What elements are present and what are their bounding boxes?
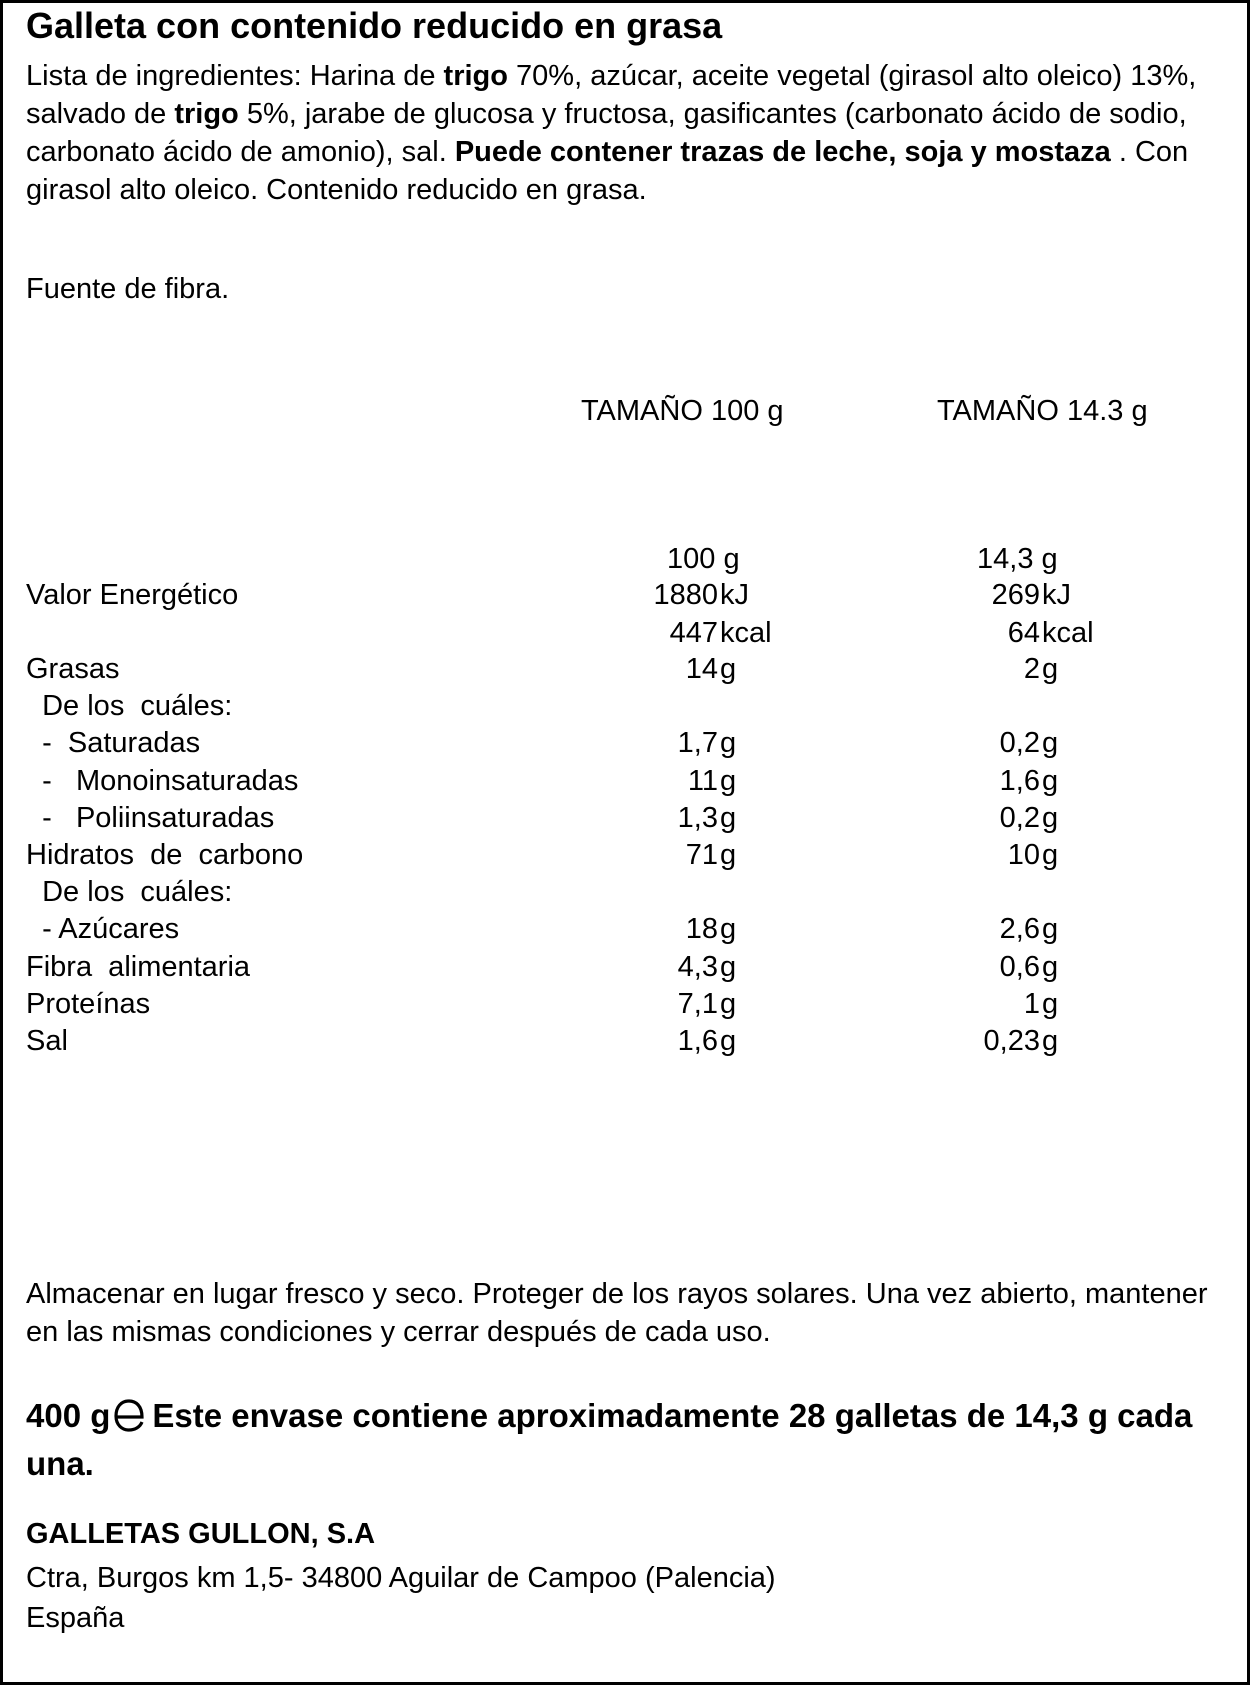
- nutrient-value-serving: 0,6: [999, 950, 1040, 983]
- nutrient-label: Proteínas: [26, 987, 151, 1020]
- nutrient-value-serving: 0,2: [999, 727, 1040, 760]
- nutrient-value-serving: 1,6: [999, 764, 1040, 797]
- package-contents-note: Este envase contiene aproximadamente 28 galletas de 14,3 g cada una.: [26, 1397, 1193, 1482]
- column-subheader-serving: 14,3 g: [977, 543, 1058, 575]
- nutrient-label: - Poliinsaturadas: [26, 801, 275, 834]
- nutrient-value-100g: 7,1: [677, 987, 718, 1020]
- ingredients-text: 70%, azúcar, aceite vegetal (girasol alto oleico) 13%, salvado de: [26, 60, 1197, 130]
- estimated-sign-icon: [112, 1397, 146, 1433]
- nutrient-value-serving: 0,2: [999, 801, 1040, 834]
- energy-kj-unit: kJ: [720, 579, 749, 611]
- nutrient-unit: g: [720, 801, 737, 834]
- nutrient-unit: g: [720, 764, 737, 797]
- ingredients-text: 5%, jarabe de glucosa y fructosa, gasificantes (carbonato ácido de sodio, carbonato ácido de amonio), sal.: [26, 98, 1187, 168]
- nutrient-label: Sal: [26, 1025, 68, 1057]
- nutrient-unit: g: [720, 1025, 737, 1057]
- column-header-serving: TAMAÑO 14.3 g: [937, 395, 1148, 427]
- energy-kj-serving: 269: [991, 579, 1040, 611]
- nutrient-label: Hidratos de carbono: [26, 839, 304, 871]
- storage-instructions: Almacenar en lugar fresco y seco. Proteger de los rayos solares. Una vez abierto, mantener en las mismas condiciones y cerrar después de cada uso.: [26, 1278, 1208, 1348]
- energy-kcal-serving: 64: [1007, 617, 1040, 649]
- ingredients-text: Lista de ingredientes: Harina de: [26, 60, 444, 92]
- fiber-claim: Fuente de fibra.: [26, 273, 230, 305]
- nutrient-unit: g: [1042, 653, 1059, 685]
- column-header-100g: TAMAÑO 100 g: [581, 395, 784, 427]
- package-info: [26, 1392, 1226, 1488]
- nutrient-value-serving: 0,23: [983, 1025, 1040, 1057]
- nutrient-label: De los cuáles:: [26, 876, 233, 909]
- nutrient-unit: g: [1042, 764, 1059, 797]
- allergen-wheat: trigo: [174, 98, 239, 130]
- company-name: GALLETAS GULLON, S.A: [26, 1518, 376, 1550]
- nutrient-value-100g: 14: [685, 653, 718, 685]
- energy-kj-unit: kJ: [1042, 579, 1071, 611]
- nutrient-value-100g: 4,3: [677, 950, 718, 983]
- nutrient-value-100g: 71: [685, 839, 718, 871]
- nutrient-unit: g: [720, 727, 737, 760]
- nutrient-label: - Azúcares: [26, 913, 180, 946]
- allergen-trace-warning: Puede contener trazas de leche, soja y mostaza: [454, 136, 1111, 168]
- allergen-wheat: trigo: [443, 60, 508, 92]
- nutrient-value-100g: 11: [687, 764, 718, 797]
- nutrient-value-serving: 10: [1007, 839, 1040, 871]
- nutrient-label: Fibra alimentaria: [26, 950, 251, 983]
- nutrient-value-serving: 1: [1023, 987, 1040, 1020]
- energy-kj-100g: 1880: [653, 579, 718, 611]
- nutrient-label: - Saturadas: [26, 727, 201, 760]
- energy-label: Valor Energético: [26, 579, 239, 611]
- nutrient-unit: g: [720, 653, 737, 685]
- nutrient-unit: g: [1042, 801, 1059, 834]
- nutrient-unit: g: [1042, 839, 1059, 871]
- nutrient-unit: g: [720, 987, 737, 1020]
- company-address: Ctra, Burgos km 1,5- 34800 Aguilar de Campoo (Palencia): [26, 1562, 776, 1594]
- ingredients-text: . Con girasol alto oleico. Contenido reducido en grasa.: [26, 136, 1189, 206]
- energy-kcal-unit: kcal: [1042, 617, 1094, 649]
- nutrient-value-100g: 1,3: [677, 801, 718, 834]
- nutrient-unit: g: [1042, 913, 1059, 946]
- energy-kcal-100g: 447: [669, 617, 718, 649]
- nutrient-value-100g: 1,6: [677, 1025, 718, 1057]
- nutrient-value-serving: 2: [1023, 653, 1040, 685]
- nutrient-label: De los cuáles:: [26, 690, 233, 723]
- nutrient-label: Grasas: [26, 653, 120, 685]
- nutrient-value-100g: 1,7: [677, 727, 718, 760]
- product-title: Galleta con contenido reducido en grasa: [26, 5, 723, 46]
- nutrient-value-serving: 2,6: [999, 913, 1040, 946]
- column-subheader-100g: 100 g: [667, 543, 740, 575]
- nutrient-unit: g: [1042, 987, 1059, 1020]
- nutrient-label: - Monoinsaturadas: [26, 764, 299, 797]
- nutrient-unit: g: [1042, 1025, 1059, 1057]
- ingredients-list: [26, 57, 1206, 209]
- net-weight: 400 g: [26, 1397, 111, 1434]
- company-country: España: [26, 1602, 125, 1634]
- nutrient-value-100g: 18: [685, 913, 718, 946]
- nutrient-unit: g: [720, 950, 737, 983]
- energy-kcal-unit: kcal: [720, 617, 772, 649]
- nutrient-unit: g: [1042, 727, 1059, 760]
- nutrient-unit: g: [720, 839, 737, 871]
- nutrient-unit: g: [1042, 950, 1059, 983]
- nutrient-unit: g: [720, 913, 737, 946]
